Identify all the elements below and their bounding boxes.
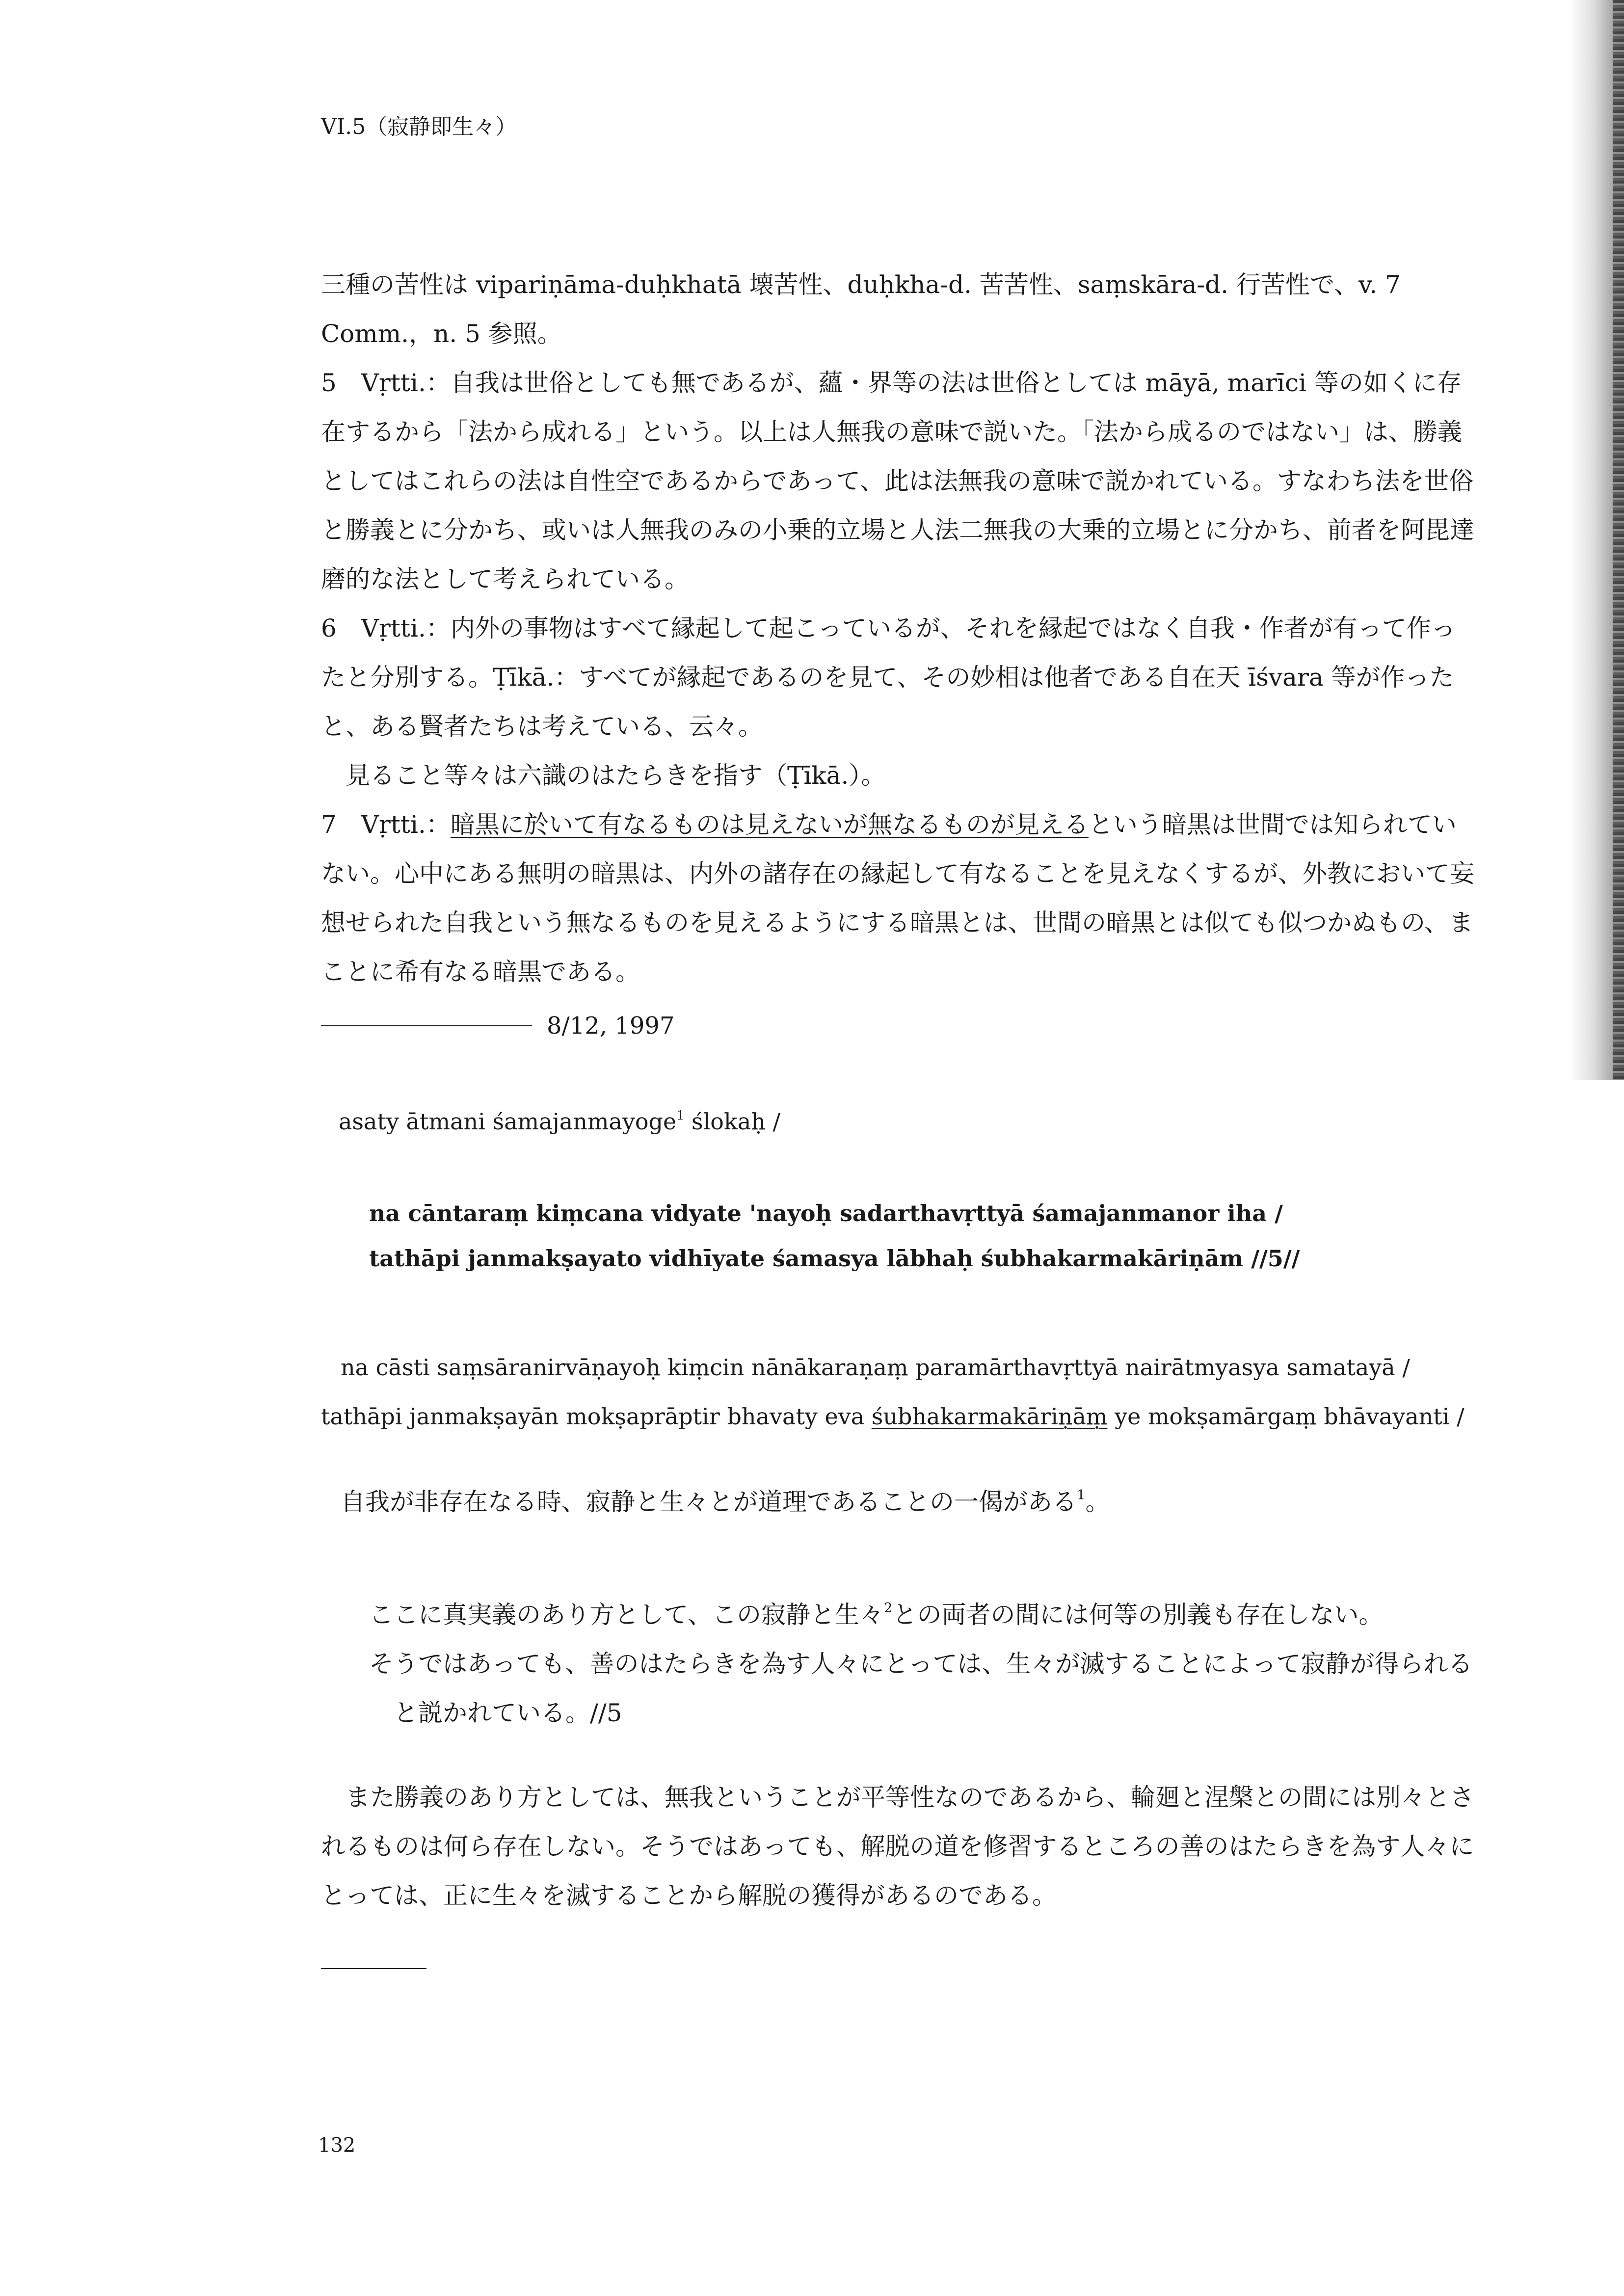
note-suffering-types: 三種の苦性は vipariṇāma-duḥkhatā 壊苦性、duḥkha-d. 苦苦性、saṃskāra-d. 行苦性で、v. 7 Comm.，n. 5 参照。 xyxy=(321,270,1401,348)
verse-line: そうではあっても、善のはたらきを為す人々にとっては、生々が滅することによって寂静が得られると説かれている。//5 xyxy=(369,1650,1473,1727)
date-signature xyxy=(321,1001,1479,1050)
japanese-commentary: また勝義のあり方としては、無我ということが平等性なのであるから、輪廻と涅槃との間には別々とされるものは何ら存在しない。そうではあっても、解脱の道を修習するところの善のはたらきを為す人々にとっては、正に生々を滅することから解脱の獲得があるのである。 xyxy=(321,1783,1474,1910)
date-text: 8/12, 1997 xyxy=(547,1012,675,1040)
note-7: 7 Vṛtti.：暗黒に於いて有なるものは見えないが無なるものが見えるという暗黒は世間では知られていない。心中にある無明の暗黒は、内外の諸存在の縁起して有なることを見えなくするが、外教において妄想せられた自我という無なるものを見えるようにする暗黒とは、世間の暗黒とは似ても似つかぬもの、まことに希有なる暗黒である。 xyxy=(321,810,1474,986)
note-7-underlined: 暗黒に於いて有なるものは見えないが無なるものが見える xyxy=(450,810,1089,839)
japanese-verse xyxy=(369,1590,1483,1737)
sanskrit-intro: asaty ātmani śamajanmayoge$^1$ ślokaḥ / xyxy=(339,1108,781,1135)
footnotes-block xyxy=(321,260,1479,1050)
japanese-intro: 自我が非存在なる時、寂静と生々とが道理であることの一偈がある$^1$。 xyxy=(341,1487,1110,1516)
footnote-ref-2: 2 xyxy=(884,1600,893,1616)
verse-line: na cāntaraṃ kiṃcana vidyate 'nayoḥ sadarthavṛttyā śamajanmanor iha / xyxy=(369,1200,1283,1227)
scan-edge-shadow xyxy=(1570,0,1624,1080)
signature-rule xyxy=(321,1025,532,1026)
verse-line: ここに真実義のあり方として、この寂静と生々$^2$との両者の間には何等の別義も存在しない。 xyxy=(369,1600,1384,1629)
note-6: 6 Vṛtti.：内外の事物はすべて縁起して起こっているが、それを縁起ではなく自我・作者が有って作ったと分別する。Ṭīkā.：すべてが縁起であるのを見て、その妙相は他者である自在天 īśvara 等が作ったと、ある賢者たちは考えている、云々。 xyxy=(321,614,1456,741)
footnote-ref-1: 1 xyxy=(676,1108,685,1122)
note-6-seeing: 見ること等々は六識のはたらきを指す（Ṭīkā.）。 xyxy=(346,761,886,790)
verse-line: tathāpi janmakṣayato vidhīyate śamasya lābhaḥ śubhakarmakāriṇām //5// xyxy=(369,1245,1300,1272)
footnote-rule xyxy=(321,1968,426,1969)
page-number: 132 xyxy=(318,2134,356,2157)
sanskrit-verse xyxy=(369,1191,1478,1281)
footnote-ref-1: 1 xyxy=(1077,1487,1086,1503)
sanskrit-commentary: na cāsti saṃsāranirvāṇayoḥ kiṃcin nānākaraṇaṃ paramārthavṛttyā nairātmyasya samatayā / tathāpi janmakṣayān mokṣaprāptir bhavaty eva śubhakarmakāriṇāṃ ye mokṣamārgaṃ bhāvayanti / xyxy=(321,1354,1464,1430)
commentary-underlined: śubhakarmakāriṇāṃ xyxy=(871,1403,1108,1430)
running-header: VI.5（寂静即生々） xyxy=(321,114,517,139)
note-5: 5 Vṛtti.：自我は世俗としても無であるが、蘊・界等の法は世俗としては māyā, marīci 等の如くに存在するから「法から成れる」という。以上は人無我の意味で説いた。「法から成るのではない」は、勝義としてはこれらの法は自性空であるからであって、此は法無我の意味で説かれている。すなわち法を世俗と勝義とに分かち、或いは人無我のみの小乗的立場と人法二無我の大乗的立場とに分かち、前者を阿毘達磨的な法として考えられている。 xyxy=(321,369,1474,593)
